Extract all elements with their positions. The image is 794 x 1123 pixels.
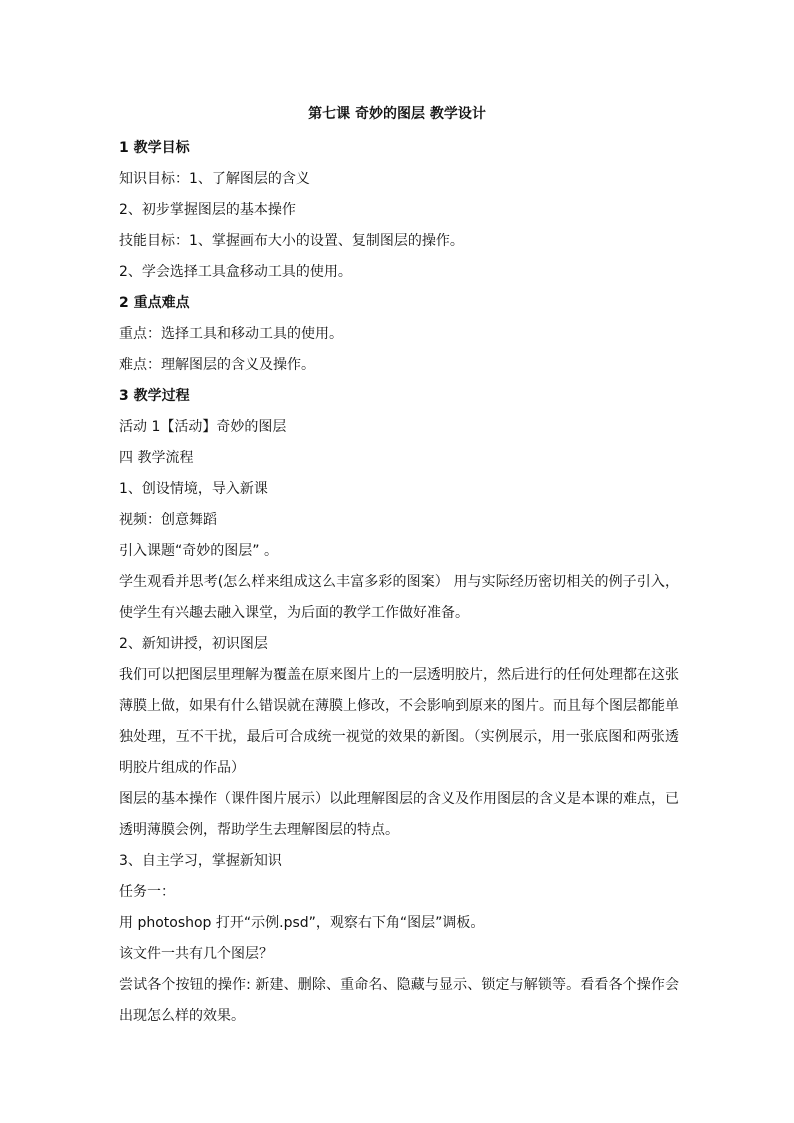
paragraph-layer-explanation: 我们可以把图层里理解为覆盖在原来图片上的一层透明胶片，然后进行的任何处理都在这张薄膜上做，如果有什么错误就在薄膜上修改，不会影响到原来的图片。而且每个图层都能单独处理，互不干扰，最后可合成统一视觉的效果的新图。（实例展示，用一张底图和两张透明胶片组成的作品） [119,667,679,776]
process-line: 引入课题“奇妙的图层” 。 [119,543,278,559]
objective-line: 知识目标：1、了解图层的含义 [119,171,310,187]
section-heading-objectives: 1 教学目标 [119,140,190,156]
paragraph-button-operations: 尝试各个按钮的操作: 新建、删除、重命名、隐藏与显示、锁定与解锁等。看看各个操作会出现怎么样的效果。 [119,977,679,1024]
key-point-line: 难点：理解图层的含义及操作。 [119,357,315,373]
process-line: 视频：创意舞蹈 [119,512,217,528]
key-point-line: 重点：选择工具和移动工具的使用。 [119,326,343,342]
section-heading-process: 3 教学过程 [119,388,190,404]
paragraph-intro-reflection: 学生观看并思考(怎么样来组成这么丰富多彩的图案） 用与实际经历密切相关的例子引入，使学生有兴趣去融入课堂，为后面的教学工作做好准备。 [119,574,679,621]
process-line: 活动 1【活动】奇妙的图层 [119,419,287,435]
task-question: 该文件一共有几个图层？ [119,946,273,962]
objective-line: 2、初步掌握图层的基本操作 [119,202,296,218]
paragraph-layer-operations: 图层的基本操作（课件图片展示）以此理解图层的含义及作用图层的含义是本课的难点，已透明薄膜会例，帮助学生去理解图层的特点。 [119,791,679,838]
process-line: 四 教学流程 [119,450,194,466]
task-instruction: 用 photoshop 打开“示例.psd”，观察右下角“图层”调板。 [119,915,485,931]
process-line: 1、创设情境，导入新课 [119,481,268,497]
objective-line: 技能目标：1、掌握画布大小的设置、复制图层的操作。 [119,233,464,249]
step-heading: 2、新知讲授，初识图层 [119,636,268,652]
document-body [119,133,679,1032]
document-title: 第七课 奇妙的图层 教学设计 [308,106,486,122]
objective-line: 2、学会选择工具盒移动工具的使用。 [119,264,352,280]
section-heading-key-points: 2 重点难点 [119,295,190,311]
step-heading: 3、自主学习，掌握新知识 [119,853,282,869]
task-label: 任务一： [119,884,175,900]
